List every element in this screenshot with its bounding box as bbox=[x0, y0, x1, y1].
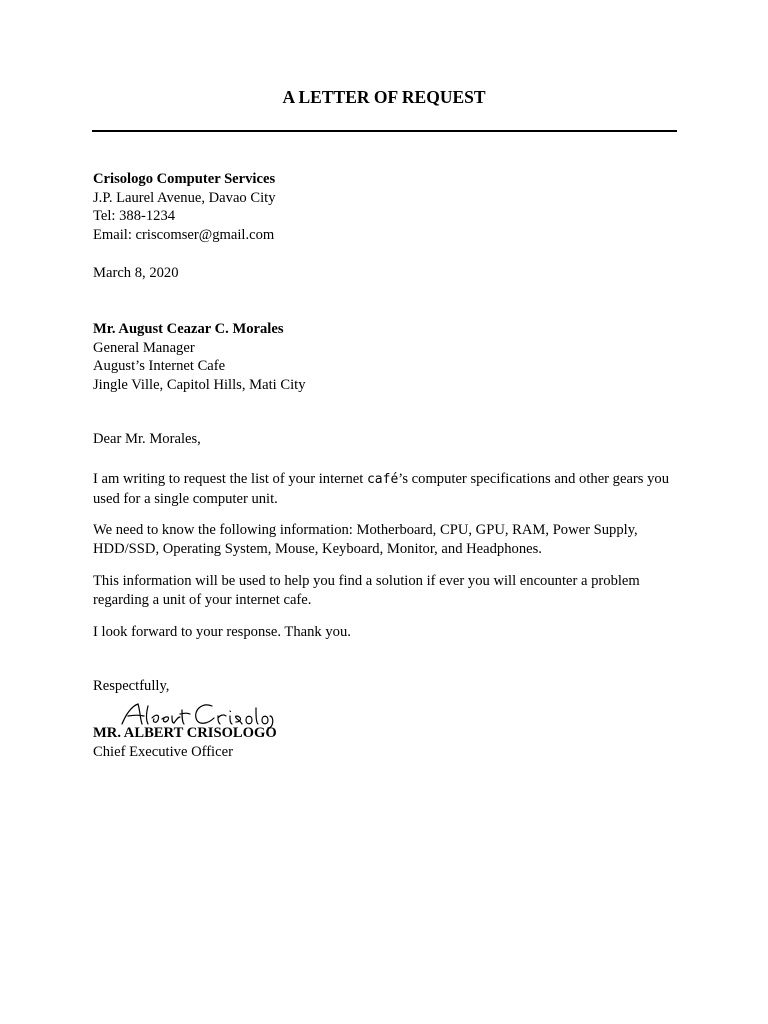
paragraph-2-text: We need to know the following information: Motherboard, CPU, GPU, RAM, Power Supply, HDD/SSD, Operating System, Mouse, Keyboard, Monitor, and Headphones. bbox=[93, 522, 638, 557]
recipient-name: Mr. August Ceazar C. Morales bbox=[93, 321, 284, 337]
body-paragraph-2 bbox=[93, 521, 683, 558]
letter-title: A LETTER OF REQUEST bbox=[282, 87, 486, 107]
paragraph-3-text: This information will be used to help you find a solution if ever you will encounter a problem regarding a unit of your internet cafe. bbox=[93, 573, 640, 608]
signer-block bbox=[93, 724, 683, 761]
sender-block bbox=[93, 170, 683, 244]
sender-address: J.P. Laurel Avenue, Davao City bbox=[93, 189, 276, 206]
body-paragraph-3 bbox=[93, 572, 683, 609]
body-paragraph-1 bbox=[93, 470, 683, 508]
recipient-address: Jingle Ville, Capitol Hills, Mati City bbox=[93, 376, 306, 393]
paragraph-4-text: I look forward to your response. Thank you. bbox=[93, 624, 351, 640]
paragraph-1-end: ’s computer specifications and other gears you used for a single computer unit. bbox=[93, 471, 670, 507]
letter-date: March 8, 2020 bbox=[93, 265, 179, 281]
body-paragraph-4 bbox=[93, 623, 683, 642]
sender-email: Email: criscomser@gmail.com bbox=[93, 226, 275, 243]
signer-name: MR. ALBERT CRISOLOGO bbox=[93, 725, 277, 741]
date-block bbox=[93, 264, 683, 283]
sender-tel: Tel: 388-1234 bbox=[93, 208, 176, 224]
paragraph-text bbox=[93, 470, 683, 508]
signer-title: Chief Executive Officer bbox=[93, 743, 233, 760]
salutation-block bbox=[93, 430, 683, 449]
title-divider bbox=[92, 130, 677, 132]
recipient-position: General Manager bbox=[93, 339, 195, 356]
recipient-block bbox=[93, 320, 683, 394]
paragraph-1-start: I am writing to request the list of your internet bbox=[93, 471, 367, 487]
sender-name: Crisologo Computer Services bbox=[93, 171, 276, 187]
closing-block bbox=[93, 677, 683, 696]
closing: Respectfully, bbox=[93, 678, 170, 694]
salutation: Dear Mr. Morales, bbox=[93, 431, 201, 447]
recipient-company: August’s Internet Cafe bbox=[93, 358, 226, 374]
paragraph-1-cafe: café bbox=[366, 472, 399, 487]
